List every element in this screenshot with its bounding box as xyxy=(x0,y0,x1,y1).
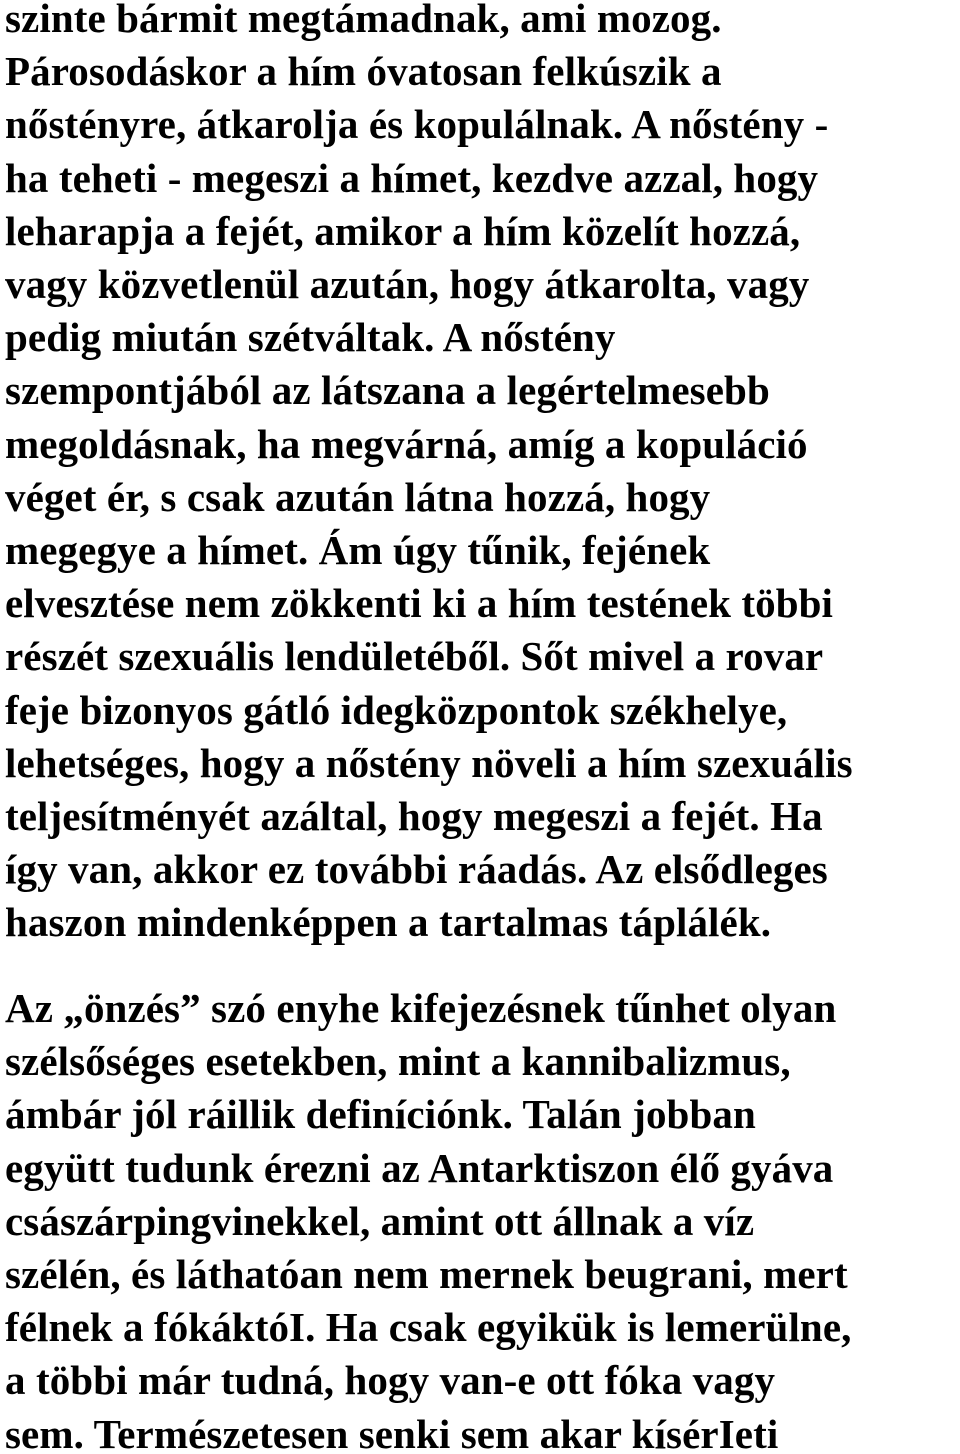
text-line: feje bizonyos gátló idegközpontok székhelye, xyxy=(5,686,788,733)
text-line: a többi már tudná, hogy van-e ott fóka vagy xyxy=(5,1357,776,1404)
text-line: félnek a fókáktóI. Ha csak egyikük is lemerülne, xyxy=(5,1304,852,1351)
paragraph-2 xyxy=(5,982,955,1454)
text-line: szélsőséges esetekben, mint a kannibalizmus, xyxy=(5,1038,791,1085)
text-line: Az „önzés” szó enyhe kifejezésnek tűnhet olyan xyxy=(5,985,837,1031)
text-line: így van, akkor ez további ráadás. Az elsődleges xyxy=(5,846,828,893)
text-line: szélén, és láthatóan nem mernek beugrani, mert xyxy=(5,1251,848,1298)
text-line: megegye a hímet. Ám úgy tűnik, fejének xyxy=(5,527,711,574)
text-line: haszon mindenképpen a tartalmas táplálék. xyxy=(5,899,772,946)
text-line: lehetséges, hogy a nőstény növeli a hím szexuális xyxy=(5,739,853,786)
text-line: Párosodáskor a hím óvatosan felkúszik a xyxy=(5,48,722,95)
text-line: véget ér, s csak azután látna hozzá, hogy xyxy=(5,473,711,520)
text-line: megoldásnak, ha megvárná, amíg a kopuláció xyxy=(5,420,808,467)
text-line: együtt tudunk érezni az Antarktiszon élő gyáva xyxy=(5,1144,834,1191)
text-line: teljesítményét azáltal, hogy megeszi a fejét. Ha xyxy=(5,793,823,840)
text-line: vagy közvetlenül azután, hogy átkarolta, vagy xyxy=(5,261,810,308)
text-line: szempontjából az látszana a legértelmesebb xyxy=(5,367,770,414)
text-line: ámbár jól ráillik definíciónk. Talán jobban xyxy=(5,1091,756,1138)
text-line: részét szexuális lendületéből. Sőt mivel a rovar xyxy=(5,633,824,680)
text-line: pedig miután szétváltak. A nőstény xyxy=(5,314,616,361)
text-line: nőstényre, átkarolja és kopulálnak. A nőstény - xyxy=(5,101,829,148)
paragraph-1 xyxy=(5,0,955,950)
text-line: császárpingvinekkel, amint ott állnak a víz xyxy=(5,1197,755,1244)
text-line: szinte bármit megtámadnak, ami mozog. xyxy=(5,0,722,41)
text-line: leharapja a fejét, amikor a hím közelít hozzá, xyxy=(5,207,801,254)
text-line: elvesztése nem zökkenti ki a hím testének többi xyxy=(5,580,834,627)
text-line: ha teheti - megeszi a hímet, kezdve azzal, hogy xyxy=(5,154,819,201)
text-line: sem. Természetesen senki sem akar kísérIeti xyxy=(5,1410,779,1454)
